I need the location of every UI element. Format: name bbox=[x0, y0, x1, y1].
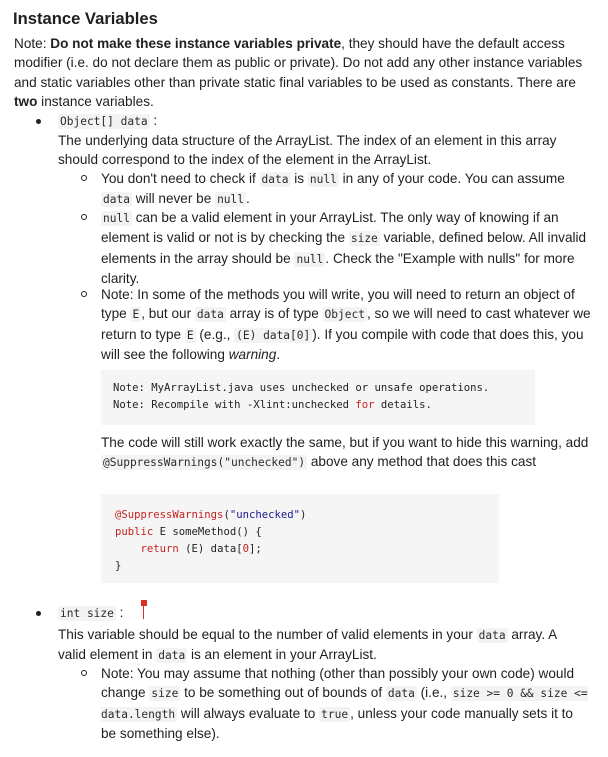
inline-code: @SuppressWarnings("unchecked") bbox=[103, 456, 306, 470]
text: . bbox=[246, 191, 250, 207]
text: This variable should be equal to the number of valid elements in your bbox=[58, 627, 477, 642]
code-text: } bbox=[115, 560, 122, 572]
text: in any of your code. You can assume bbox=[338, 171, 565, 186]
code-annotation: @SuppressWarnings bbox=[115, 509, 224, 521]
inline-code: data bbox=[387, 687, 415, 701]
text: (i.e., bbox=[416, 685, 451, 701]
code-line: Note: MyArrayList.java uses unchecked or unsafe operations. bbox=[113, 382, 490, 394]
inline-code: null bbox=[217, 193, 245, 207]
text: , unless your code manually sets it to be something else). bbox=[101, 705, 573, 741]
text: The code will still work exactly the same, but if you want to hide this warning, add bbox=[101, 435, 589, 450]
text: array is of type bbox=[225, 306, 323, 322]
code-text: ) bbox=[300, 509, 307, 521]
text: Note: In some of the methods you will write, you will need to return an object of type bbox=[101, 287, 575, 322]
suppress-warnings-note bbox=[101, 433, 591, 473]
circle-bullet-icon bbox=[81, 670, 87, 676]
text: You don't need to check if bbox=[101, 171, 260, 186]
text: , but our bbox=[141, 306, 195, 322]
inline-code: true bbox=[321, 707, 349, 721]
code-text: details. bbox=[374, 399, 432, 411]
text: above any method that does this cast bbox=[307, 454, 537, 470]
text: to be something out of bounds of bbox=[180, 685, 386, 701]
bullet-icon bbox=[36, 119, 41, 124]
text: Note: bbox=[14, 36, 51, 51]
inline-code: Object[] data bbox=[60, 115, 148, 128]
code-text: (E) data[ bbox=[178, 543, 243, 555]
example-code-block bbox=[101, 494, 499, 583]
text: Note: You may assume that nothing (other than possibly your own code) would change bbox=[101, 666, 575, 701]
text: ). If you compile with code that does this, you will see the following bbox=[101, 326, 584, 362]
text: , they should have the default access modifier (i.e. do not declare them as public or private). Do not add any other instance variables and static variables other than private static final variables to be used as constants. There are bbox=[14, 36, 583, 90]
var-data-title bbox=[58, 111, 588, 131]
inline-code: E bbox=[132, 308, 140, 322]
inline-code: null bbox=[309, 173, 337, 186]
bold-text: two bbox=[14, 93, 38, 109]
text: . bbox=[276, 346, 281, 362]
cast-note bbox=[101, 285, 591, 364]
inline-code: data bbox=[158, 649, 186, 663]
text-cursor bbox=[143, 600, 144, 619]
null-valid-note bbox=[101, 208, 591, 288]
text: is an element in your ArrayList. bbox=[187, 647, 377, 663]
bold-text: Do not make these instance variables private bbox=[50, 36, 342, 51]
inline-code: E bbox=[186, 328, 194, 342]
inline-code: size bbox=[151, 687, 179, 701]
section-heading: Instance Variables bbox=[13, 9, 158, 28]
text: : bbox=[119, 605, 124, 620]
inline-code: int size bbox=[60, 607, 114, 620]
intro-note bbox=[14, 34, 594, 111]
inline-code: size >= 0 && size <= data.length bbox=[101, 687, 588, 721]
text: will always evaluate to bbox=[177, 705, 320, 721]
circle-bullet-icon bbox=[81, 175, 87, 181]
inline-code: data bbox=[478, 629, 506, 642]
inline-code: Object bbox=[324, 308, 365, 322]
var-data-description: The underlying data structure of the ArrayList. The index of an element in this array should correspond to the index of the element in the ArrayList. bbox=[58, 133, 557, 168]
size-bounds-note bbox=[101, 664, 591, 743]
text: (e.g., bbox=[195, 326, 235, 342]
text: . Check the "Example with nulls" for more clarity. bbox=[101, 250, 575, 286]
text: will never be bbox=[131, 191, 216, 207]
text: is bbox=[290, 171, 308, 186]
code-text: ]; bbox=[248, 543, 262, 555]
bullet-icon bbox=[36, 611, 41, 616]
data-null-note bbox=[101, 169, 591, 210]
circle-bullet-icon bbox=[81, 214, 87, 220]
italic-text: warning bbox=[228, 346, 277, 362]
inline-code: data bbox=[103, 193, 130, 207]
code-keyword: public bbox=[115, 526, 154, 538]
text: : bbox=[153, 113, 158, 128]
text: array. A valid element in bbox=[58, 627, 557, 663]
text: , so we will need to cast whatever we return to type bbox=[101, 306, 591, 342]
var-size-description bbox=[58, 625, 588, 666]
inline-code: size bbox=[350, 232, 378, 246]
inline-code: (E) data[0] bbox=[236, 328, 311, 342]
inline-code: data bbox=[261, 173, 289, 186]
code-text: ( bbox=[223, 509, 230, 521]
text: variable, defined below. All invalid elements in the array should be bbox=[101, 230, 587, 266]
code-text: Note: Recompile with -Xlint:unchecked bbox=[113, 399, 356, 411]
code-keyword: for bbox=[355, 399, 375, 411]
inline-code: data bbox=[196, 308, 224, 322]
comment-marker-icon[interactable] bbox=[141, 600, 147, 606]
circle-bullet-icon bbox=[81, 291, 87, 297]
code-text: E someMethod() { bbox=[153, 526, 262, 538]
code-indent bbox=[115, 543, 141, 555]
warning-code-block bbox=[101, 370, 535, 425]
inline-code: null bbox=[103, 212, 130, 225]
text: can be a valid element in your ArrayList. The only way of knowing if an element is valid or not is by checking the bbox=[101, 210, 559, 246]
code-string: "unchecked" bbox=[229, 509, 300, 521]
var-size-title bbox=[58, 603, 588, 623]
text: instance variables. bbox=[37, 93, 154, 109]
inline-code: null bbox=[296, 252, 324, 266]
code-number: 0 bbox=[242, 543, 249, 555]
code-keyword: return bbox=[140, 543, 179, 555]
